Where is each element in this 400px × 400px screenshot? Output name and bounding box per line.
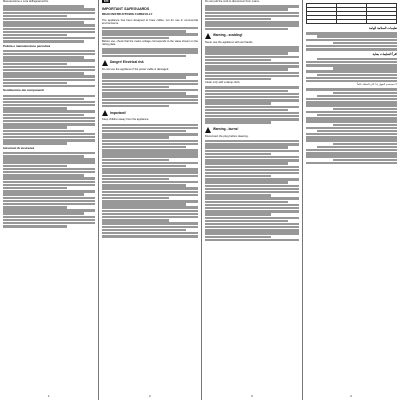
warning-icon [102,60,108,66]
column-divider [302,0,303,400]
section-subtitle: READ INSTRUCTIONS CAREFULLY [102,12,153,17]
warning-icon [205,33,211,39]
warning-icon [102,110,108,116]
section-heading: Istruzioni di sicurezza [3,145,35,150]
warning-heading: Warning - burns! [205,127,299,133]
paragraph: The appliance has been designed to brew coffee, not for use in commercial environments. [102,18,198,25]
section-heading: Pulizia e manutenzione periodica [3,43,51,48]
language-tab: EN [104,0,109,3]
section-heading: تعليمات السلامة الهامة [368,26,397,30]
section-heading: اقرأ التعليمات بعناية [372,51,397,56]
page-number: 3 [251,393,253,398]
paragraph: Clean only with a damp cloth. [205,81,241,85]
warning-heading: Warning - scalding! [205,33,299,39]
components-table [306,3,397,24]
column-english-continued [205,0,299,400]
warning-heading: Important! [102,110,198,116]
paragraph: لا تستخدم الجهاز إذا كان السلك تالفاً [357,83,397,87]
warning-heading: Danger! Electrical risk [102,60,198,66]
warning-icon [205,127,211,133]
section-heading: Sostituzione dei componenti [3,88,44,93]
column-arabic [306,0,397,400]
paragraph: Never use the appliance with wet hands. [205,40,254,44]
page-number: 4 [350,393,352,398]
paragraph: Keep children away from the appliance. [102,118,150,122]
column-italian [3,0,95,400]
paragraph: Manutenzione e cura dell'apparecchio [3,0,49,3]
column-english-safeguards [102,0,198,400]
paragraph: Disconnect the plug before cleaning. [205,134,249,138]
column-divider [98,0,99,400]
paragraph: Do not pull the cord to disconnect from mains. [205,0,260,3]
page-number: 1 [48,393,50,398]
paragraph: Do not use the appliance if the power cable is damaged. [102,67,169,71]
paragraph: Before use, check that the mains voltage corresponds to the value shown on the rating plate. [102,39,198,46]
column-divider [201,0,202,400]
page-title: IMPORTANT SAFEGUARDS [102,7,150,12]
page-number: 2 [149,393,151,398]
